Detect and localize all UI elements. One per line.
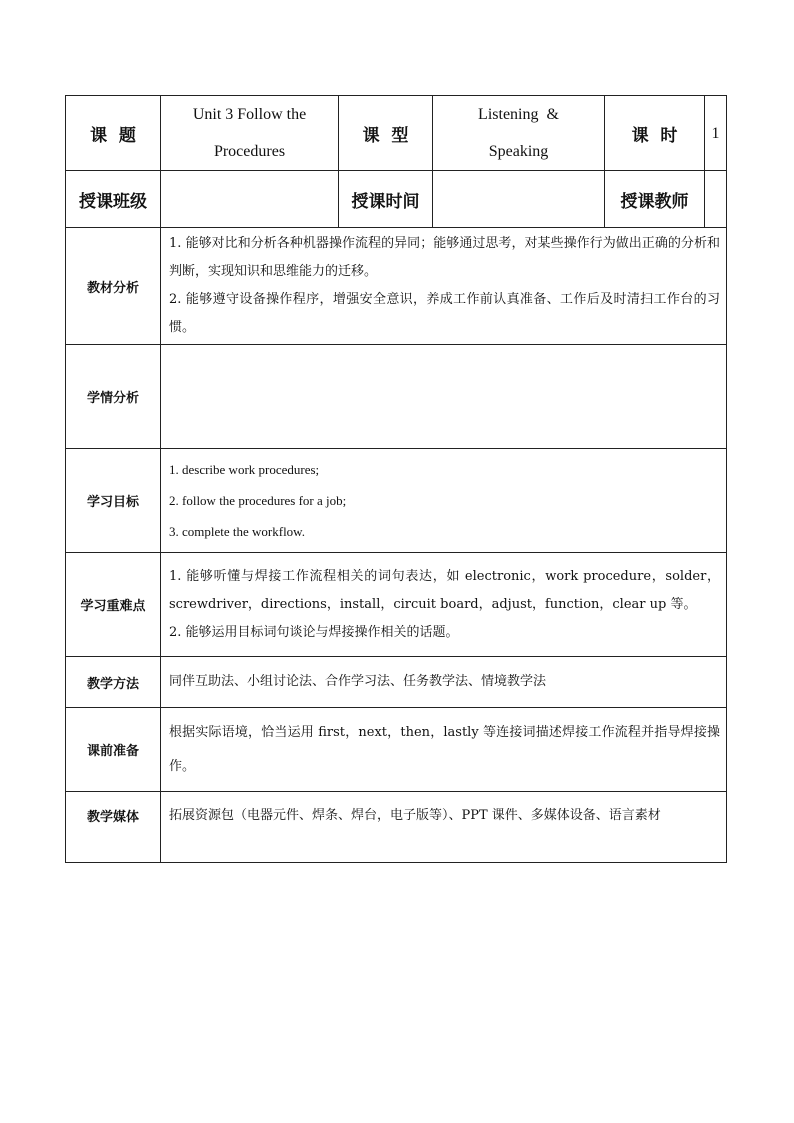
materials-row [66, 228, 727, 345]
teacher-value [705, 171, 727, 228]
media-content: 拓展资源包（电器元件、焊条、焊台，电子版等）、PPT 课件、多媒体设备、语言素材 [161, 792, 727, 863]
topic-value-line1: Unit 3 Follow the [192, 106, 307, 123]
materials-line-1: 1. 能够对比和分析各种机器操作流程的异同；能够通过思考，对某些操作行为做出正确的分析和判断，实现知识和思维能力的迁移。 [169, 236, 720, 279]
materials-content [161, 228, 727, 345]
topic-value [161, 96, 339, 171]
key-points-content [161, 553, 727, 657]
key-point-1: 1. 能够听懂与焊接工作流程相关的词句表达，如 electronic，work procedure，solder，screwdriver，directions，install，circuit board，adjust，function，clear up 等。 [169, 568, 720, 612]
type-value-line2: Speaking [488, 143, 549, 160]
type-value [433, 96, 605, 171]
type-label: 课 型 [339, 96, 433, 171]
topic-value-line2: Procedures [213, 143, 286, 160]
objective-item-2: 2. follow the procedures for a job; [169, 493, 347, 508]
objective-item-3: 3. complete the workflow. [169, 524, 305, 539]
methods-label: 教学方法 [66, 657, 161, 708]
students-row [66, 345, 727, 449]
time-value [433, 171, 605, 228]
key-points-label: 学习重难点 [66, 553, 161, 657]
objectives-label: 学习目标 [66, 449, 161, 553]
students-content [161, 345, 727, 449]
header-row-1 [66, 96, 727, 171]
media-row [66, 792, 727, 863]
period-label: 课 时 [605, 96, 705, 171]
objectives-row [66, 449, 727, 553]
header-row-2 [66, 171, 727, 228]
time-label: 授课时间 [339, 171, 433, 228]
key-points-row [66, 553, 727, 657]
methods-content: 同伴互助法、小组讨论法、合作学习法、任务教学法、情境教学法 [161, 657, 727, 708]
preparation-row [66, 708, 727, 792]
class-value [161, 171, 339, 228]
objectives-content [161, 449, 727, 553]
materials-line-2: 2. 能够遵守设备操作程序，增强安全意识，养成工作前认真准备、工作后及时清扫工作台的习惯。 [169, 292, 720, 335]
type-value-line1: Listening & [478, 106, 559, 123]
key-point-2: 2. 能够运用目标词句谈论与焊接操作相关的话题。 [169, 624, 459, 640]
class-label: 授课班级 [66, 171, 161, 228]
period-value: 1 [705, 96, 727, 171]
objective-item-1: 1. describe work procedures; [169, 462, 320, 477]
topic-label: 课 题 [66, 96, 161, 171]
preparation-content: 根据实际语境，恰当运用 first，next，then，lastly 等连接词描述焊接工作流程并指导焊接操作。 [161, 708, 727, 792]
media-label: 教学媒体 [66, 792, 161, 863]
lesson-plan-table [65, 95, 727, 863]
methods-row [66, 657, 727, 708]
teacher-label: 授课教师 [605, 171, 705, 228]
materials-label: 教材分析 [66, 228, 161, 345]
preparation-label: 课前准备 [66, 708, 161, 792]
students-label: 学情分析 [66, 345, 161, 449]
